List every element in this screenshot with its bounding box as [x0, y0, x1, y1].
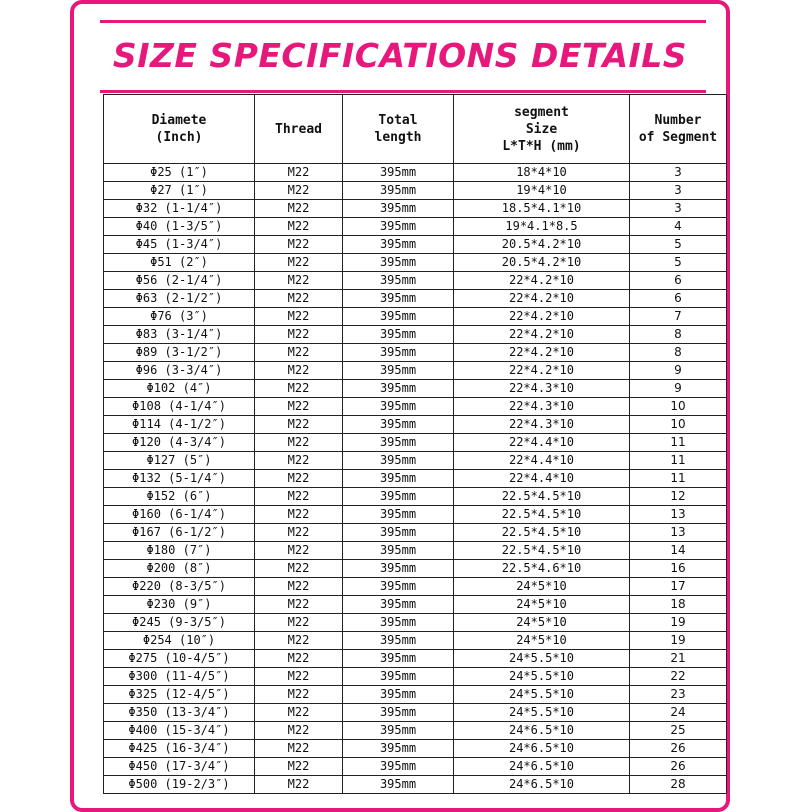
table-row: [104, 578, 727, 596]
cell-length: 395mm: [343, 362, 454, 380]
cell-segment-count: 17: [630, 578, 727, 596]
cell-segment-count: 8: [630, 344, 727, 362]
cell-segment-size: 24*5.5*10: [454, 668, 630, 686]
table-row: [104, 722, 727, 740]
cell-length: 395mm: [343, 650, 454, 668]
title-rule-bottom: [100, 90, 706, 93]
cell-segment-count: 5: [630, 236, 727, 254]
cell-thread: M22: [255, 344, 343, 362]
cell-segment-size: 19*4*10: [454, 182, 630, 200]
cell-thread: M22: [255, 740, 343, 758]
cell-segment-size: 18.5*4.1*10: [454, 200, 630, 218]
cell-diameter: Φ56 (2-1/4″): [104, 272, 255, 290]
cell-diameter: Φ89 (3-1/2″): [104, 344, 255, 362]
cell-diameter: Φ325 (12-4/5″): [104, 686, 255, 704]
cell-segment-count: 26: [630, 740, 727, 758]
cell-diameter: Φ275 (10-4/5″): [104, 650, 255, 668]
cell-segment-count: 18: [630, 596, 727, 614]
cell-segment-count: 5: [630, 254, 727, 272]
cell-thread: M22: [255, 308, 343, 326]
cell-length: 395mm: [343, 668, 454, 686]
header-length: Total length: [343, 95, 454, 164]
cell-diameter: Φ230 (9″): [104, 596, 255, 614]
cell-length: 395mm: [343, 236, 454, 254]
header-thread: Thread: [255, 95, 343, 164]
cell-diameter: Φ167 (6-1/2″): [104, 524, 255, 542]
cell-segment-size: 22*4.2*10: [454, 290, 630, 308]
cell-length: 395mm: [343, 488, 454, 506]
table-row: [104, 164, 727, 182]
table-row: [104, 668, 727, 686]
table-row: [104, 362, 727, 380]
cell-segment-size: 24*5.5*10: [454, 686, 630, 704]
cell-segment-count: 6: [630, 272, 727, 290]
table-row: [104, 380, 727, 398]
cell-diameter: Φ425 (16-3/4″): [104, 740, 255, 758]
table-row: [104, 398, 727, 416]
cell-segment-count: 14: [630, 542, 727, 560]
cell-diameter: Φ114 (4-1/2″): [104, 416, 255, 434]
cell-thread: M22: [255, 758, 343, 776]
table-row: [104, 506, 727, 524]
cell-segment-count: 13: [630, 506, 727, 524]
cell-diameter: Φ96 (3-3/4″): [104, 362, 255, 380]
cell-segment-size: 19*4.1*8.5: [454, 218, 630, 236]
table-row: [104, 326, 727, 344]
cell-diameter: Φ25 (1″): [104, 164, 255, 182]
cell-length: 395mm: [343, 344, 454, 362]
cell-thread: M22: [255, 434, 343, 452]
table-row: [104, 434, 727, 452]
cell-length: 395mm: [343, 380, 454, 398]
cell-segment-size: 22*4.2*10: [454, 326, 630, 344]
cell-length: 395mm: [343, 326, 454, 344]
table-row: [104, 272, 727, 290]
cell-length: 395mm: [343, 614, 454, 632]
table-row: [104, 632, 727, 650]
table-row: [104, 254, 727, 272]
cell-length: 395mm: [343, 632, 454, 650]
cell-thread: M22: [255, 722, 343, 740]
cell-diameter: Φ350 (13-3/4″): [104, 704, 255, 722]
cell-length: 395mm: [343, 398, 454, 416]
cell-segment-count: 22: [630, 668, 727, 686]
table-row: [104, 308, 727, 326]
cell-length: 395mm: [343, 758, 454, 776]
cell-thread: M22: [255, 596, 343, 614]
cell-segment-count: 3: [630, 200, 727, 218]
cell-diameter: Φ220 (8-3/5″): [104, 578, 255, 596]
cell-diameter: Φ200 (8″): [104, 560, 255, 578]
cell-segment-count: 10: [630, 398, 727, 416]
table-row: [104, 650, 727, 668]
cell-segment-size: 22*4.2*10: [454, 344, 630, 362]
cell-segment-size: 20.5*4.2*10: [454, 236, 630, 254]
cell-segment-size: 22*4.2*10: [454, 308, 630, 326]
table-row: [104, 776, 727, 794]
cell-segment-count: 11: [630, 470, 727, 488]
cell-diameter: Φ40 (1-3/5″): [104, 218, 255, 236]
cell-length: 395mm: [343, 560, 454, 578]
table-row: [104, 740, 727, 758]
table-row: [104, 488, 727, 506]
cell-segment-count: 28: [630, 776, 727, 794]
cell-segment-size: 22*4.3*10: [454, 380, 630, 398]
cell-segment-count: 19: [630, 614, 727, 632]
cell-diameter: Φ132 (5-1/4″): [104, 470, 255, 488]
cell-segment-count: 3: [630, 164, 727, 182]
cell-diameter: Φ120 (4-3/4″): [104, 434, 255, 452]
cell-diameter: Φ160 (6-1/4″): [104, 506, 255, 524]
cell-thread: M22: [255, 632, 343, 650]
header-segment-size: segment Size L*T*H (mm): [454, 95, 630, 164]
cell-segment-size: 24*5.5*10: [454, 704, 630, 722]
cell-diameter: Φ83 (3-1/4″): [104, 326, 255, 344]
cell-segment-count: 6: [630, 290, 727, 308]
header-diameter: Diamete (Inch): [104, 95, 255, 164]
cell-length: 395mm: [343, 308, 454, 326]
cell-diameter: Φ300 (11-4/5″): [104, 668, 255, 686]
cell-segment-size: 24*5*10: [454, 614, 630, 632]
table-row: [104, 290, 727, 308]
cell-segment-count: 11: [630, 434, 727, 452]
cell-diameter: Φ76 (3″): [104, 308, 255, 326]
cell-thread: M22: [255, 686, 343, 704]
cell-length: 395mm: [343, 740, 454, 758]
page-title: SIZE SPECIFICATIONS DETAILS: [112, 36, 688, 75]
cell-thread: M22: [255, 560, 343, 578]
cell-segment-count: 26: [630, 758, 727, 776]
cell-length: 395mm: [343, 506, 454, 524]
cell-length: 395mm: [343, 218, 454, 236]
cell-thread: M22: [255, 416, 343, 434]
cell-length: 395mm: [343, 578, 454, 596]
cell-segment-count: 19: [630, 632, 727, 650]
cell-thread: M22: [255, 380, 343, 398]
cell-diameter: Φ45 (1-3/4″): [104, 236, 255, 254]
cell-thread: M22: [255, 254, 343, 272]
cell-length: 395mm: [343, 470, 454, 488]
size-spec-table: [103, 94, 727, 794]
cell-diameter: Φ180 (7″): [104, 542, 255, 560]
cell-diameter: Φ245 (9-3/5″): [104, 614, 255, 632]
cell-length: 395mm: [343, 542, 454, 560]
cell-thread: M22: [255, 236, 343, 254]
cell-thread: M22: [255, 182, 343, 200]
cell-diameter: Φ127 (5″): [104, 452, 255, 470]
cell-thread: M22: [255, 200, 343, 218]
table-header-row: [104, 95, 727, 164]
cell-thread: M22: [255, 650, 343, 668]
table-row: [104, 524, 727, 542]
cell-thread: M22: [255, 362, 343, 380]
table-row: [104, 614, 727, 632]
cell-segment-size: 22.5*4.5*10: [454, 542, 630, 560]
cell-thread: M22: [255, 470, 343, 488]
table-row: [104, 560, 727, 578]
cell-segment-count: 13: [630, 524, 727, 542]
cell-thread: M22: [255, 506, 343, 524]
cell-diameter: Φ63 (2-1/2″): [104, 290, 255, 308]
cell-diameter: Φ108 (4-1/4″): [104, 398, 255, 416]
table-row: [104, 218, 727, 236]
table-row: [104, 596, 727, 614]
cell-length: 395mm: [343, 164, 454, 182]
cell-segment-count: 12: [630, 488, 727, 506]
table-row: [104, 452, 727, 470]
cell-thread: M22: [255, 704, 343, 722]
table-row: [104, 182, 727, 200]
cell-segment-size: 22.5*4.5*10: [454, 524, 630, 542]
cell-segment-count: 9: [630, 362, 727, 380]
cell-segment-size: 24*6.5*10: [454, 776, 630, 794]
cell-thread: M22: [255, 542, 343, 560]
cell-segment-size: 22*4.2*10: [454, 272, 630, 290]
cell-length: 395mm: [343, 416, 454, 434]
cell-segment-size: 22.5*4.5*10: [454, 488, 630, 506]
cell-segment-size: 22.5*4.5*10: [454, 506, 630, 524]
cell-diameter: Φ500 (19-2/3″): [104, 776, 255, 794]
cell-segment-count: 9: [630, 380, 727, 398]
cell-length: 395mm: [343, 200, 454, 218]
cell-diameter: Φ152 (6″): [104, 488, 255, 506]
cell-diameter: Φ51 (2″): [104, 254, 255, 272]
title-rule-top: [100, 20, 706, 23]
cell-length: 395mm: [343, 434, 454, 452]
cell-segment-count: 4: [630, 218, 727, 236]
cell-segment-size: 22*4.2*10: [454, 362, 630, 380]
cell-thread: M22: [255, 776, 343, 794]
cell-segment-size: 22*4.3*10: [454, 416, 630, 434]
cell-segment-size: 22*4.4*10: [454, 434, 630, 452]
cell-segment-size: 22.5*4.6*10: [454, 560, 630, 578]
cell-thread: M22: [255, 578, 343, 596]
cell-thread: M22: [255, 290, 343, 308]
table-row: [104, 686, 727, 704]
cell-length: 395mm: [343, 272, 454, 290]
table-row: [104, 236, 727, 254]
table-row: [104, 758, 727, 776]
cell-segment-count: 16: [630, 560, 727, 578]
table-row: [104, 704, 727, 722]
cell-thread: M22: [255, 614, 343, 632]
cell-thread: M22: [255, 452, 343, 470]
cell-length: 395mm: [343, 596, 454, 614]
cell-thread: M22: [255, 218, 343, 236]
cell-diameter: Φ254 (10″): [104, 632, 255, 650]
cell-segment-count: 10: [630, 416, 727, 434]
cell-segment-size: 24*5*10: [454, 632, 630, 650]
cell-segment-size: 22*4.4*10: [454, 470, 630, 488]
cell-segment-count: 25: [630, 722, 727, 740]
cell-thread: M22: [255, 524, 343, 542]
cell-length: 395mm: [343, 290, 454, 308]
table-row: [104, 200, 727, 218]
table-body: [104, 164, 727, 794]
cell-length: 395mm: [343, 524, 454, 542]
cell-length: 395mm: [343, 452, 454, 470]
cell-thread: M22: [255, 164, 343, 182]
cell-segment-count: 8: [630, 326, 727, 344]
cell-thread: M22: [255, 326, 343, 344]
cell-segment-count: 21: [630, 650, 727, 668]
cell-diameter: Φ450 (17-3/4″): [104, 758, 255, 776]
cell-segment-size: 24*6.5*10: [454, 740, 630, 758]
cell-segment-size: 24*6.5*10: [454, 722, 630, 740]
cell-segment-size: 20.5*4.2*10: [454, 254, 630, 272]
cell-segment-size: 22*4.4*10: [454, 452, 630, 470]
table-row: [104, 344, 727, 362]
cell-diameter: Φ400 (15-3/4″): [104, 722, 255, 740]
cell-segment-size: 18*4*10: [454, 164, 630, 182]
cell-length: 395mm: [343, 254, 454, 272]
cell-length: 395mm: [343, 704, 454, 722]
cell-segment-count: 7: [630, 308, 727, 326]
cell-segment-size: 24*5.5*10: [454, 650, 630, 668]
cell-segment-count: 11: [630, 452, 727, 470]
cell-diameter: Φ32 (1-1/4″): [104, 200, 255, 218]
cell-segment-size: 24*5*10: [454, 578, 630, 596]
cell-segment-size: 24*6.5*10: [454, 758, 630, 776]
table-row: [104, 470, 727, 488]
header-segment-count: Number of Segment: [630, 95, 727, 164]
cell-thread: M22: [255, 398, 343, 416]
cell-length: 395mm: [343, 182, 454, 200]
cell-segment-count: 24: [630, 704, 727, 722]
cell-diameter: Φ102 (4″): [104, 380, 255, 398]
table-row: [104, 416, 727, 434]
cell-length: 395mm: [343, 722, 454, 740]
cell-thread: M22: [255, 272, 343, 290]
cell-segment-size: 22*4.3*10: [454, 398, 630, 416]
cell-length: 395mm: [343, 776, 454, 794]
table-row: [104, 542, 727, 560]
cell-thread: M22: [255, 668, 343, 686]
cell-segment-count: 3: [630, 182, 727, 200]
cell-segment-count: 23: [630, 686, 727, 704]
cell-diameter: Φ27 (1″): [104, 182, 255, 200]
cell-thread: M22: [255, 488, 343, 506]
cell-segment-size: 24*5*10: [454, 596, 630, 614]
cell-length: 395mm: [343, 686, 454, 704]
